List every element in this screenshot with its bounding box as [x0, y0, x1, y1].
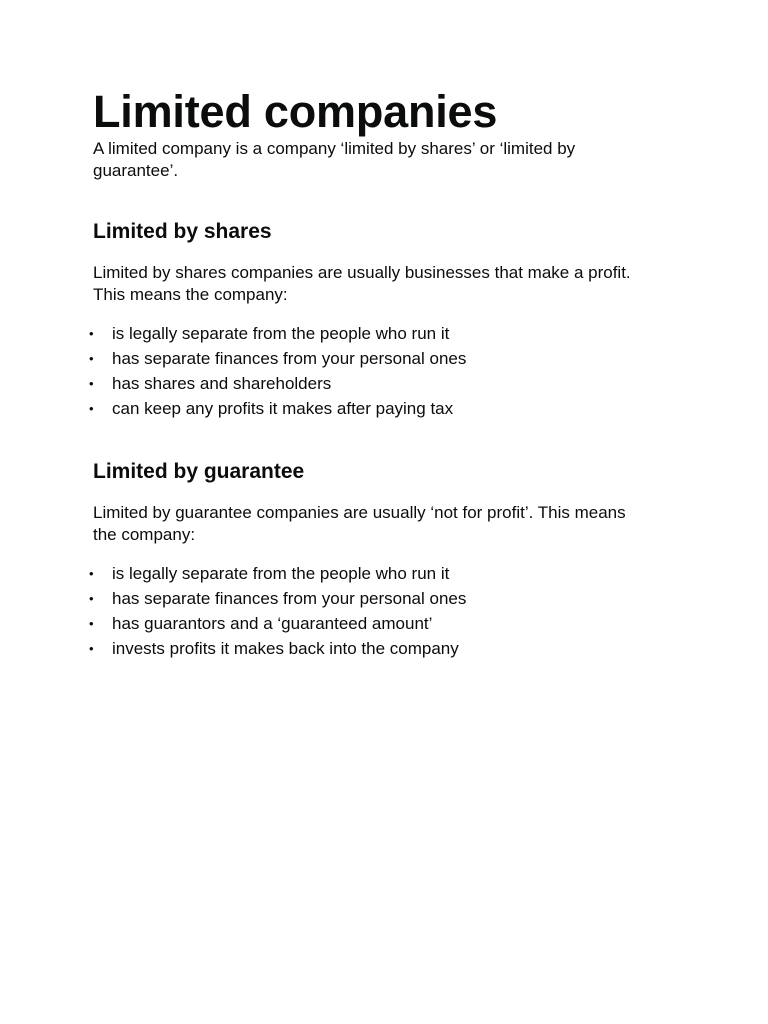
- section-body: Limited by shares companies are usually businesses that make a profit. This means the company:: [93, 263, 631, 304]
- section-limited-by-shares: [89, 219, 653, 421]
- list-item: [89, 561, 653, 586]
- section-limited-by-guarantee: [89, 459, 653, 661]
- page-title: Limited companies: [93, 86, 498, 137]
- document-page: [89, 86, 653, 661]
- section-body: Limited by guarantee companies are usually ‘not for profit’. This means the company:: [93, 503, 626, 544]
- list-item-text: has separate finances from your personal ones: [112, 349, 467, 368]
- list-item: [89, 321, 653, 346]
- bullet-list: [89, 561, 653, 661]
- list-item-text: is legally separate from the people who run it: [112, 564, 450, 583]
- list-item: [89, 611, 653, 636]
- intro-paragraph: A limited company is a company ‘limited by shares’ or ‘limited by guarantee’.: [93, 139, 576, 180]
- list-item-text: invests profits it makes back into the company: [112, 639, 459, 658]
- bullet-icon: •: [89, 326, 94, 341]
- list-item: [89, 636, 653, 661]
- bullet-icon: •: [89, 641, 94, 656]
- list-item: [89, 371, 653, 396]
- bullet-list: [89, 321, 653, 421]
- bullet-icon: •: [89, 616, 94, 631]
- section-heading: Limited by shares: [93, 220, 272, 243]
- list-item: [89, 586, 653, 611]
- section-heading: Limited by guarantee: [93, 460, 305, 483]
- list-item-text: is legally separate from the people who run it: [112, 324, 450, 343]
- list-item-text: has shares and shareholders: [112, 374, 332, 393]
- bullet-icon: •: [89, 566, 94, 581]
- list-item-text: has separate finances from your personal ones: [112, 589, 467, 608]
- bullet-icon: •: [89, 401, 94, 416]
- list-item: [89, 396, 653, 421]
- bullet-icon: •: [89, 376, 94, 391]
- list-item-text: can keep any profits it makes after paying tax: [112, 399, 454, 418]
- bullet-icon: •: [89, 351, 94, 366]
- list-item-text: has guarantors and a ‘guaranteed amount’: [112, 614, 433, 633]
- bullet-icon: •: [89, 591, 94, 606]
- list-item: [89, 346, 653, 371]
